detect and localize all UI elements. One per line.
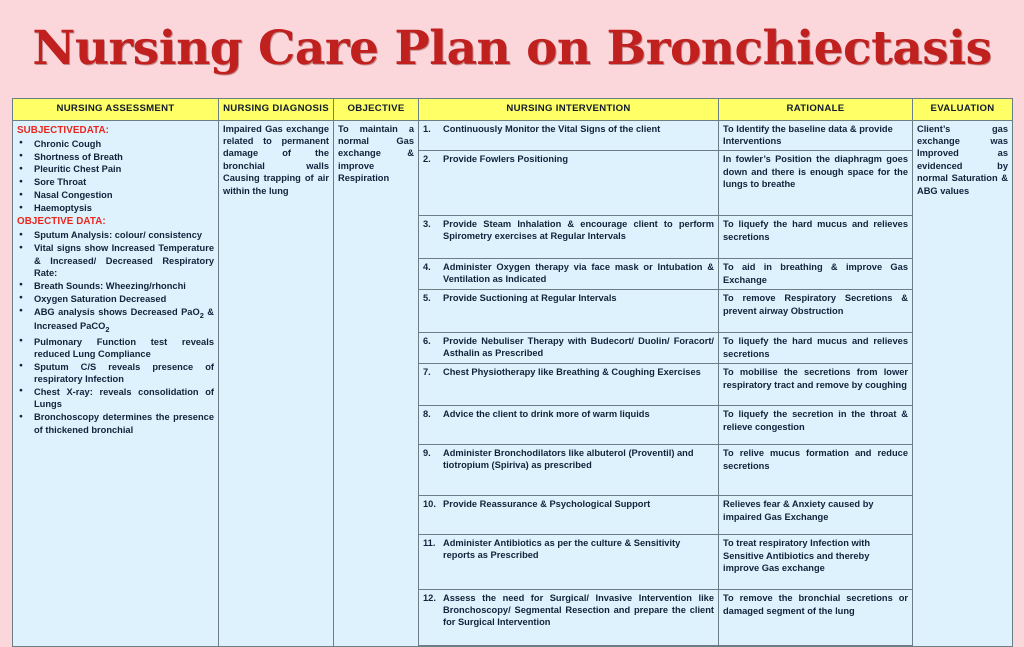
table-header-row bbox=[13, 99, 1013, 121]
intervention-number: 3. bbox=[423, 218, 431, 229]
subjective-data-item: ● Haemoptysis bbox=[17, 202, 214, 214]
objective-data-heading: OBJECTIVE DATA: bbox=[17, 216, 106, 228]
intervention-text: Provide Steam Inhalation & encourage client to perform Spirometry exercises at Regular Intervals bbox=[443, 218, 714, 242]
cell-rationale bbox=[719, 120, 913, 647]
cell-nursing-assessment bbox=[13, 120, 219, 647]
rationale-cell: To liquefy the hard mucus and relieves secretions bbox=[719, 216, 912, 259]
subjective-data-heading: SUBJECTIVEDATA: bbox=[17, 124, 110, 136]
intervention-cell bbox=[419, 215, 718, 258]
rationale-row bbox=[719, 333, 912, 364]
rationale-cell: To remove the bronchial secretions or damaged segment of the lung bbox=[719, 590, 912, 646]
rationale-cell: To liquefy the secretion in the throat & relieve congestion bbox=[719, 406, 912, 445]
cell-nursing-intervention bbox=[419, 120, 719, 647]
rationale-cell: To relive mucus formation and reduce secretions bbox=[719, 445, 912, 496]
column-header-evaluation: EVALUATION bbox=[913, 99, 1013, 121]
intervention-row bbox=[419, 332, 718, 363]
rationale-row bbox=[719, 445, 912, 496]
intervention-cell bbox=[419, 534, 718, 589]
intervention-cell bbox=[419, 405, 718, 444]
subjective-data-list bbox=[17, 138, 214, 215]
intervention-number: 2. bbox=[423, 153, 431, 164]
subjective-data-item: ● Nasal Congestion bbox=[17, 189, 214, 201]
subjective-data-item: ● Shortness of Breath bbox=[17, 151, 214, 163]
intervention-row bbox=[419, 534, 718, 589]
intervention-number: 8. bbox=[423, 408, 431, 419]
intervention-row bbox=[419, 258, 718, 289]
objective-data-item: ● Oxygen Saturation Decreased bbox=[17, 293, 214, 305]
objective-data-list bbox=[17, 229, 214, 435]
rationale-row bbox=[719, 259, 912, 290]
rationale-cell: In fowler’s Position the diaphragm goes down and there is enough space for the lungs to breathe bbox=[719, 151, 912, 216]
intervention-number: 9. bbox=[423, 447, 431, 458]
intervention-cell bbox=[419, 444, 718, 495]
column-header-nursing-diagnosis: NURSING DIAGNOSIS bbox=[219, 99, 334, 121]
rationale-cell: To aid in breathing & improve Gas Exchange bbox=[719, 259, 912, 290]
title-banner bbox=[0, 0, 1024, 96]
intervention-text: Provide Reassurance & Psychological Support bbox=[443, 498, 651, 509]
objective-data-item: ● Breath Sounds: Wheezing/rhonchi bbox=[17, 280, 214, 292]
intervention-row bbox=[419, 289, 718, 332]
objective-data-item: ● Sputum Analysis: colour/ consistency bbox=[17, 229, 214, 241]
intervention-row bbox=[419, 405, 718, 444]
rationale-row bbox=[719, 496, 912, 535]
intervention-number: 7. bbox=[423, 366, 431, 377]
rationale-cell: To remove Respiratory Secretions & prevent airway Obstruction bbox=[719, 290, 912, 333]
objective-data-item: ● ABG analysis shows Decreased PaO$_2$ & Increased PaCO$_2$ bbox=[17, 306, 214, 335]
rationale-cell: To mobilise the secretions from lower respiratory tract and remove by coughing bbox=[719, 364, 912, 406]
subjective-data-item: ● Chronic Cough bbox=[17, 138, 214, 150]
rationale-row bbox=[719, 151, 912, 216]
rationale-row bbox=[719, 216, 912, 259]
intervention-number: 1. bbox=[423, 123, 431, 134]
intervention-number: 5. bbox=[423, 292, 431, 303]
intervention-row bbox=[419, 589, 718, 645]
intervention-text: Administer Oxygen therapy via face mask or Intubation & Ventilation as Indicated bbox=[443, 261, 714, 285]
intervention-text: Provide Suctioning at Regular Intervals bbox=[443, 292, 617, 303]
intervention-text: Provide Fowlers Positioning bbox=[443, 153, 569, 164]
objective-data-item: ● Vital signs show Increased Temperature & Increased/ Decreased Respiratory Rate: bbox=[17, 242, 214, 279]
intervention-number: 6. bbox=[423, 335, 431, 346]
intervention-text: Provide Nebuliser Therapy with Budecort/ Duolin/ Foracort/ Asthalin as Prescribed bbox=[443, 335, 714, 359]
objective-data-item: ● Bronchoscopy determines the presence of thickened bronchial bbox=[17, 411, 214, 436]
nursing-care-plan-table bbox=[12, 98, 1013, 647]
intervention-cell bbox=[419, 258, 718, 289]
column-header-objective: OBJECTIVE bbox=[334, 99, 419, 121]
intervention-row bbox=[419, 121, 718, 151]
cell-objective: To maintain a normal Gas exchange & improve Respiration bbox=[334, 120, 419, 647]
intervention-cell bbox=[419, 121, 718, 151]
intervention-text: Chest Physiotherapy like Breathing & Coughing Exercises bbox=[443, 366, 701, 377]
objective-data-item: ● Sputum C/S reveals presence of respiratory Infection bbox=[17, 361, 214, 386]
intervention-cell bbox=[419, 589, 718, 645]
rationale-row bbox=[719, 364, 912, 406]
intervention-row bbox=[419, 215, 718, 258]
subjective-data-item: ● Sore Throat bbox=[17, 176, 214, 188]
intervention-cell bbox=[419, 495, 718, 534]
intervention-cell bbox=[419, 332, 718, 363]
intervention-row bbox=[419, 444, 718, 495]
rationale-cell: To Identify the baseline data & provide Interventions bbox=[719, 121, 912, 151]
intervention-number: 12. bbox=[423, 592, 436, 603]
page-title: Nursing Care Plan on Bronchiectasis bbox=[32, 20, 992, 76]
intervention-cell bbox=[419, 150, 718, 215]
rationale-row bbox=[719, 290, 912, 333]
intervention-number: 4. bbox=[423, 261, 431, 272]
intervention-text: Administer Antibiotics as per the culture & Sensitivity reports as Prescribed bbox=[443, 537, 681, 561]
column-header-nursing-intervention: NURSING INTERVENTION bbox=[419, 99, 719, 121]
cell-evaluation: Client’s gas exchange was Improved as evidenced by normal Saturation & ABG values bbox=[913, 120, 1013, 647]
intervention-row bbox=[419, 495, 718, 534]
intervention-number: 11. bbox=[423, 537, 436, 548]
rationale-cell: To liquefy the hard mucus and relieves secretions bbox=[719, 333, 912, 364]
rationale-row bbox=[719, 406, 912, 445]
intervention-number: 10. bbox=[423, 498, 436, 509]
intervention-row bbox=[419, 363, 718, 405]
rationale-row bbox=[719, 535, 912, 590]
intervention-text: Continuously Monitor the Vital Signs of the client bbox=[443, 123, 661, 134]
rationale-row bbox=[719, 121, 912, 151]
rationale-subtable bbox=[719, 121, 912, 647]
intervention-cell bbox=[419, 289, 718, 332]
table-body-row bbox=[13, 120, 1013, 647]
intervention-subtable bbox=[419, 121, 718, 646]
column-header-nursing-assessment: NURSING ASSESSMENT bbox=[13, 99, 219, 121]
intervention-row bbox=[419, 150, 718, 215]
intervention-text: Assess the need for Surgical/ Invasive Intervention like Bronchoscopy/ Segmental Resection and prepare the client for Surgical Intervention bbox=[443, 592, 714, 628]
column-header-rationale: RATIONALE bbox=[719, 99, 913, 121]
intervention-cell bbox=[419, 363, 718, 405]
intervention-text: Advice the client to drink more of warm liquids bbox=[443, 408, 650, 419]
objective-data-item: ● Chest X-ray: reveals consolidation of Lungs bbox=[17, 386, 214, 411]
subjective-data-item: ● Pleuritic Chest Pain bbox=[17, 163, 214, 175]
rationale-row bbox=[719, 590, 912, 646]
intervention-text: Administer Bronchodilators like albuterol (Proventil) and tiotropium (Spiriva) as prescribed bbox=[443, 447, 694, 471]
objective-data-item: ● Pulmonary Function test reveals reduced Lung Compliance bbox=[17, 336, 214, 361]
rationale-cell: To treat respiratory Infection with Sensitive Antibiotics and thereby improve Gas exchange bbox=[719, 535, 912, 590]
cell-nursing-diagnosis: Impaired Gas exchange related to permanent damage of the bronchial walls Causing trapping of air within the lung bbox=[219, 120, 334, 647]
rationale-cell: Relieves fear & Anxiety caused by impaired Gas Exchange bbox=[719, 496, 912, 535]
